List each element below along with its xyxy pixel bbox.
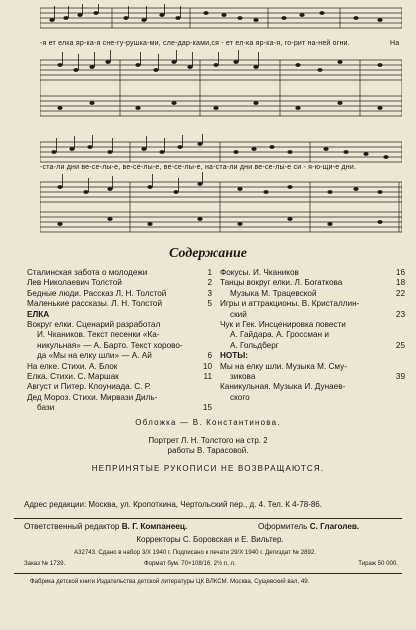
divider	[14, 518, 402, 519]
contents-entry-title: Чук и Гек. Инсценировка повести	[220, 320, 346, 330]
contents-entry-title: Маленькие рассказы. Л. Н. Толстой	[27, 299, 163, 309]
contents-entry-page: 16	[395, 268, 405, 277]
contents-entry	[27, 351, 212, 361]
contents-entry-title: Музыка М. Трацевской	[230, 288, 317, 298]
contents-entry-title: Елка. Стихи. С. Маршак	[27, 372, 119, 382]
music-score-bottom	[40, 134, 402, 238]
contents-entry-title: никульная» — А. Барто. Текст хорово-	[37, 340, 183, 350]
contents-entry	[27, 268, 212, 278]
editor-line: Ответственный редактор В. Г. Компанеец. Оформитель С. Глаголев.	[24, 522, 360, 531]
print-details-line: А32743. Сдано в набор 3/X 1940 г. Подписано к печати 29/X 1940 г. Детиздат № 2892.	[74, 549, 317, 556]
contents-entry-title: И. Чкаников. Текст песенки «Ка-	[37, 330, 160, 340]
contents-entry-title: НОТЫ:	[220, 351, 249, 361]
contents-entry-title: Танцы вокруг елки. Л. Богаткова	[220, 278, 343, 288]
contents-entry	[220, 341, 405, 351]
contents-entry	[220, 372, 405, 382]
contents-entry	[220, 320, 405, 330]
contents-entry	[27, 330, 212, 340]
contents-entry-page: 2	[207, 278, 212, 288]
sheet-music-graphic	[40, 134, 402, 238]
contents-entry-title: ский	[230, 309, 247, 319]
contents-entry-page: 39	[395, 372, 405, 382]
contents-entry	[220, 299, 405, 309]
contents-entry-title: На елке. Стихи. А. Блок	[27, 361, 118, 371]
manuscripts-notice: НЕПРИНЯТЫЕ РУКОПИСИ НЕ ВОЗВРАЩАЮТСЯ.	[91, 464, 325, 473]
contents-entry-page: 1	[207, 268, 212, 277]
contents-entry-title: зикова	[230, 372, 256, 382]
contents-entry	[220, 268, 405, 278]
contents-entry-title: Игры и аттракционы. В. Кристаллин-	[220, 299, 360, 309]
contents-entry-title: ЕЛКА	[27, 309, 50, 319]
contents-entry	[220, 393, 405, 403]
contents-entry	[220, 310, 405, 320]
editorial-address: Адрес редакции: Москва, ул. Кропоткина, Чертольский пер., д. 4. Тел. К 4-78-86.	[24, 500, 322, 509]
contents-entry-title: Дед Мороз. Стихи. Мирвази Диль-	[27, 392, 158, 402]
contents-entry-title: ского	[230, 392, 250, 402]
contents-entry	[27, 362, 212, 372]
contents-entry-page: 3	[207, 288, 212, 298]
contents-entry	[220, 382, 405, 392]
contents-entry	[27, 341, 212, 351]
contents-entry	[27, 278, 212, 288]
contents-entry-title: Лев Николаевич Толстой	[27, 278, 122, 288]
contents-entry	[27, 320, 212, 330]
contents-entry-page: 25	[395, 340, 405, 350]
order-line: Заказ № 1739. Формат бум. 70×108/16. 2½ п. л. Тираж 50 000.	[24, 560, 398, 567]
lyric-line: -ста-ли дни ве-се-лы-е, ве-се-лы-е, ве-се-лы-е, на-ста-ли дни ве-се-лы-е си - я-ю-щи-е дни.	[40, 164, 357, 171]
contents-entry	[220, 278, 405, 288]
lyric-text: -я ет елка яр-ка-я сне-гу-рушка-ми, сле-дар-ками,ся - ет ел-ка яр-ка-я, го-рит на-ней огни.	[40, 40, 350, 47]
contents-title: Содержание	[169, 246, 247, 261]
contents-entry-title: А. Гайдара. А. Гроссман и	[230, 330, 329, 340]
contents-entry	[220, 351, 405, 361]
contents-entry	[220, 289, 405, 299]
divider	[14, 573, 402, 574]
contents-entry-page: 15	[202, 403, 212, 413]
contents-entry-title: Вокруг елки. Сценарий разработал	[27, 320, 161, 330]
factory-line: Фабрика детской книги Издательства детской литературы ЦК ВЛКСМ. Москва, Сущевский вал, 49.	[30, 578, 310, 585]
contents-entry	[27, 289, 212, 299]
contents-left-column	[27, 268, 212, 414]
contents-entry-title: Бедные люди. Рассказ Л. Н. Толстой	[27, 288, 167, 298]
contents-entry-page: 18	[395, 278, 405, 288]
contents-entry	[27, 299, 212, 309]
lyric-text-end: На	[390, 40, 400, 47]
contents-entry	[220, 330, 405, 340]
contents-entry-title: Фокусы. И. Чкаников	[220, 268, 299, 277]
contents-entry-title: Мы на елку шли. Музыка М. Сму-	[220, 361, 347, 371]
contents-entry	[27, 393, 212, 403]
contents-entry	[220, 362, 405, 372]
portrait-credit-line-2: работы В. Тарасовой.	[167, 446, 249, 455]
contents-entry-title: да «Мы на елку шли» — А. Ай	[37, 351, 152, 361]
contents-entry-title: А. Гольдберг	[230, 340, 279, 350]
proofreaders: Корректоры С. Боровская и Е. Вильтер.	[136, 535, 284, 544]
contents-entry-page: 23	[395, 309, 405, 319]
contents-entry-page: 6	[207, 351, 212, 361]
lyric-line	[40, 40, 402, 47]
music-score-top	[40, 4, 402, 130]
contents-entry	[27, 382, 212, 392]
portrait-credit-line-1: Портрет Л. Н. Толстого на стр. 2	[148, 436, 268, 445]
contents-entry-title: Сталинская забота о молодежи	[27, 268, 148, 277]
contents-entry	[27, 310, 212, 320]
contents-right-column	[220, 268, 405, 403]
contents-entry-page: 22	[395, 288, 405, 298]
contents-entry-page: 11	[203, 372, 212, 382]
contents-entry-page: 5	[207, 299, 212, 309]
contents-entry	[27, 403, 212, 413]
cover-credit: Обложка — В. Константинова.	[135, 418, 281, 427]
contents-entry-title: бази	[37, 403, 55, 413]
contents-entry-title: Август и Питер. Клоуниада. С. Р.	[27, 382, 151, 392]
contents-entry-title: Каникульная. Музыка И. Дунаев-	[220, 382, 346, 392]
sheet-music-graphic	[40, 4, 402, 130]
contents-entry	[27, 372, 212, 382]
contents-entry-page: 10	[202, 361, 212, 371]
